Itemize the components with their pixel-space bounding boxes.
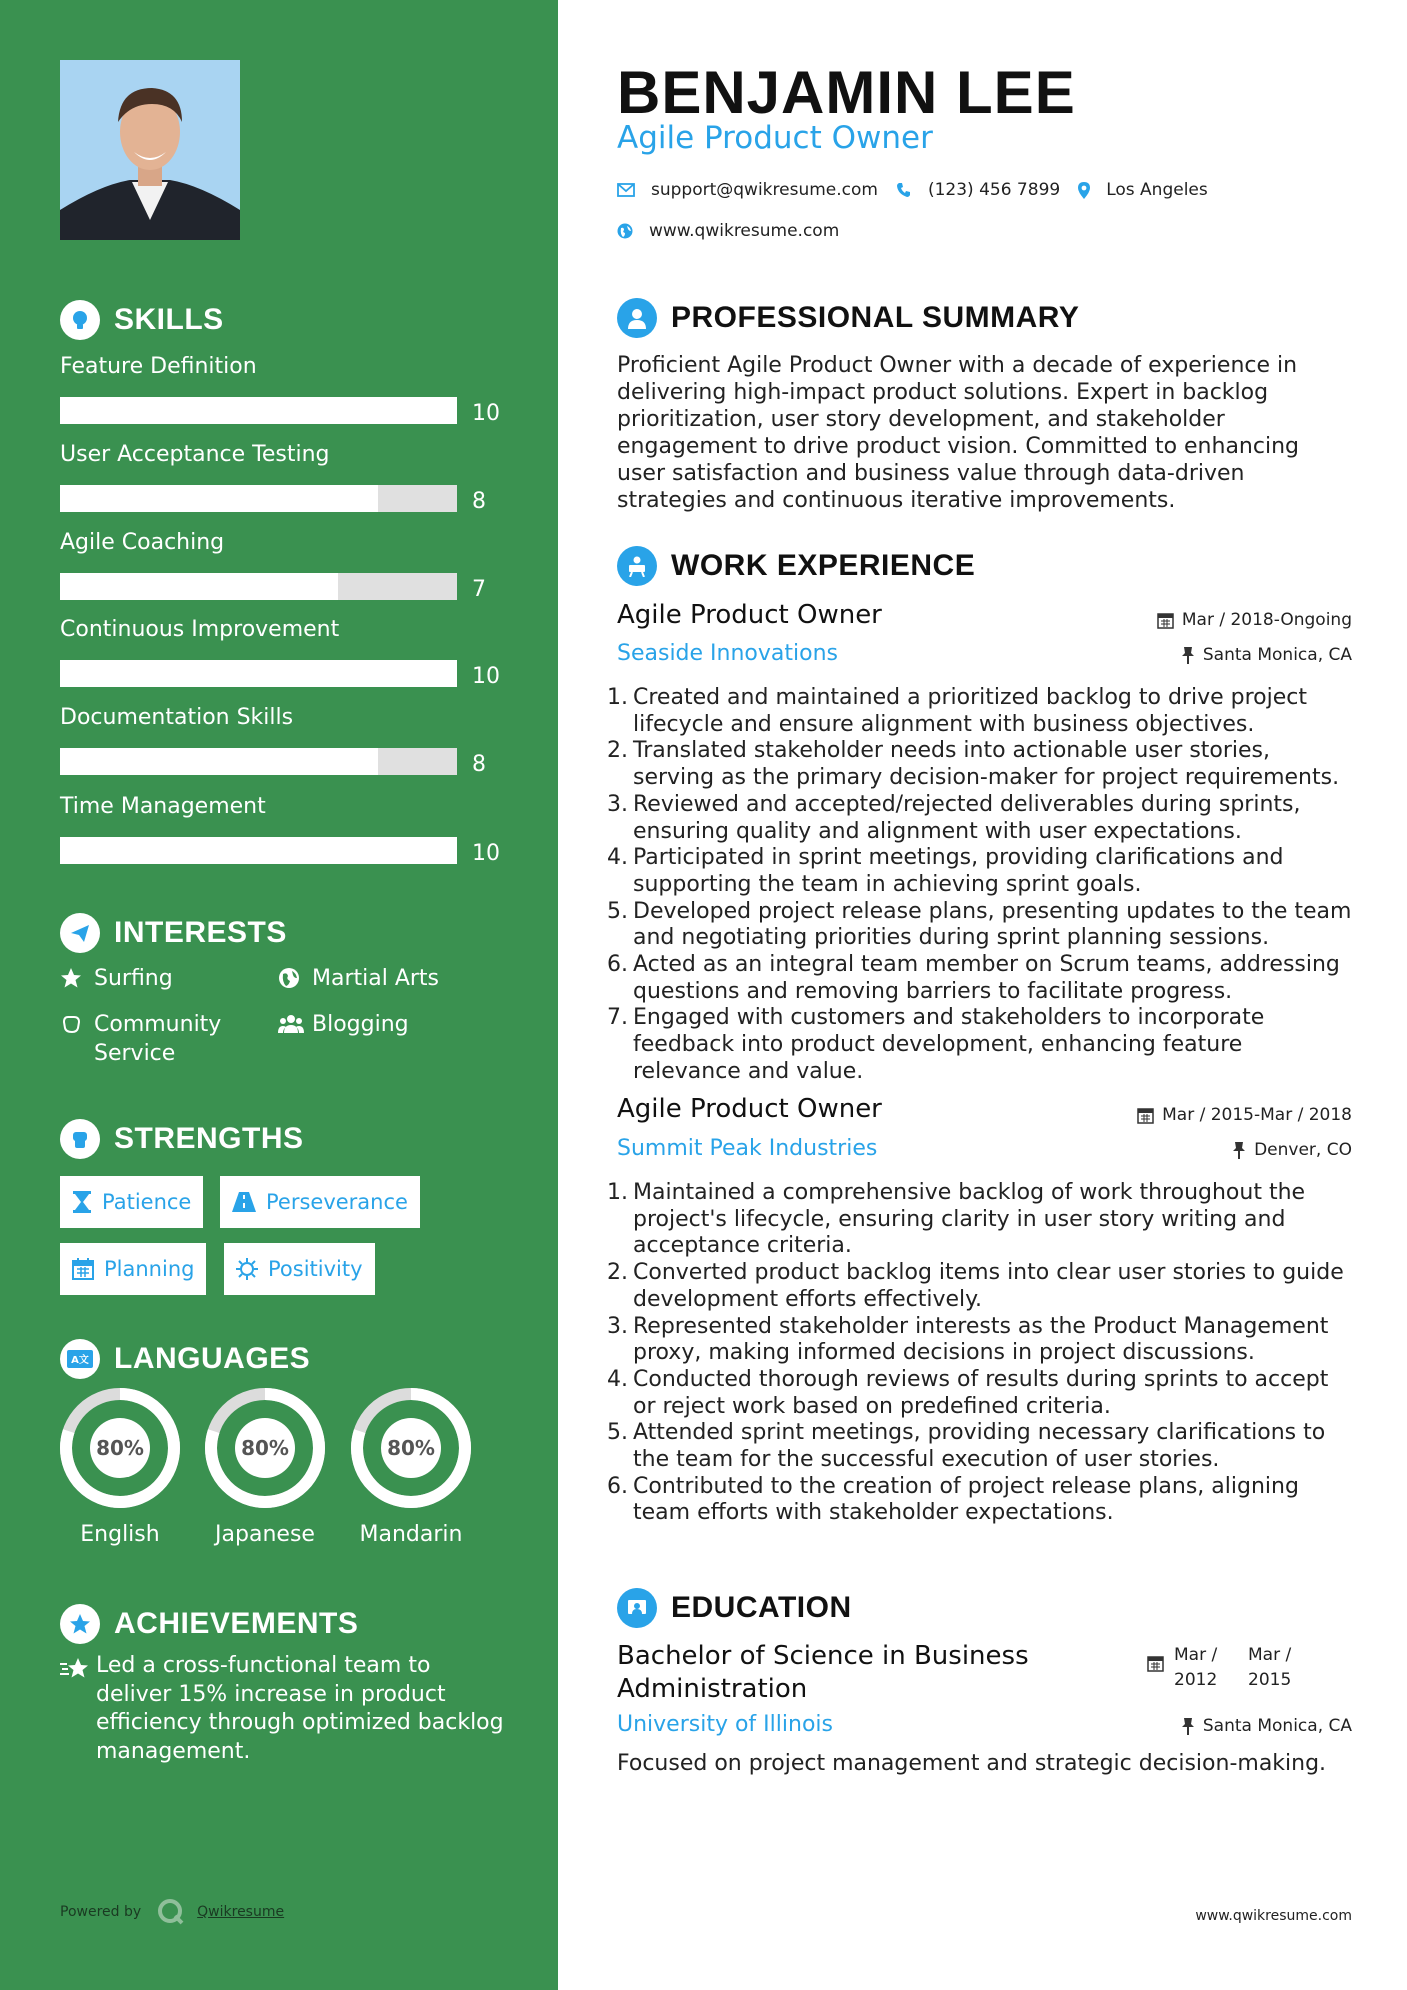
summary-title: PROFESSIONAL SUMMARY bbox=[671, 301, 1080, 334]
skill-name: Time Management bbox=[60, 794, 266, 819]
strength-label: Patience bbox=[102, 1190, 192, 1214]
candidate-title: Agile Product Owner bbox=[617, 120, 933, 156]
badge-star-icon bbox=[60, 1604, 100, 1644]
education-heading bbox=[617, 1588, 852, 1628]
interests-title: INTERESTS bbox=[114, 916, 287, 949]
education-dates bbox=[1147, 1643, 1322, 1693]
list-item: 2. Converted product backlog items into clear user stories to guide development efforts effectively. bbox=[607, 1260, 1344, 1312]
language-item bbox=[349, 1386, 473, 1547]
skills-heading bbox=[60, 300, 224, 340]
language-name: Japanese bbox=[215, 1522, 315, 1547]
list-item: 1. Created and maintained a prioritized backlog to drive project lifecycle and ensure alignment with business objectives. bbox=[607, 685, 1307, 737]
list-item: 3. Represented stakeholder interests as the Product Management proxy, making informed decisions in project discussions. bbox=[607, 1313, 1329, 1366]
job-dates bbox=[1157, 610, 1352, 630]
skill-name: Agile Coaching bbox=[60, 530, 225, 555]
skill-bar bbox=[60, 748, 457, 775]
job-bullets bbox=[607, 685, 1352, 1086]
language-name: Mandarin bbox=[359, 1522, 463, 1547]
contact-email[interactable]: support@qwikresume.com bbox=[651, 180, 878, 200]
strength-label: Planning bbox=[104, 1257, 195, 1281]
job-role: Agile Product Owner bbox=[617, 1094, 882, 1124]
svg-text:A文: A文 bbox=[71, 1355, 89, 1366]
achievements-title: ACHIEVEMENTS bbox=[114, 1607, 359, 1640]
job-dates-text: Mar / 2015-Mar / 2018 bbox=[1162, 1105, 1352, 1125]
list-item: 7. Engaged with customers and stakeholders to incorporate feedback into product development, enhancing feature relevance and value. bbox=[607, 1005, 1265, 1084]
trophy-star-icon bbox=[60, 1652, 96, 1766]
globe-icon bbox=[617, 223, 633, 239]
skill-value: 10 bbox=[472, 664, 500, 689]
skill-name: User Acceptance Testing bbox=[60, 442, 330, 467]
road-icon bbox=[232, 1192, 256, 1212]
education-location bbox=[1181, 1716, 1352, 1736]
strength-tag bbox=[60, 1176, 203, 1228]
star-icon bbox=[60, 964, 86, 997]
presentation-icon bbox=[617, 546, 657, 586]
job-location bbox=[1232, 1140, 1352, 1160]
education-location-text: Santa Monica, CA bbox=[1202, 1716, 1352, 1736]
list-item: 5. Developed project release plans, presenting updates to the team and negotiating priorities during sprint planning sessions. bbox=[607, 898, 1352, 951]
interest-label: Community Service bbox=[94, 1012, 222, 1066]
qwikresume-logo-icon bbox=[157, 1898, 185, 1926]
contact-phone[interactable]: (123) 456 7899 bbox=[927, 180, 1061, 200]
language-percent: 80% bbox=[387, 1436, 435, 1460]
interest-item bbox=[60, 1010, 260, 1068]
paper-plane-icon bbox=[60, 913, 100, 953]
pushpin-icon bbox=[1181, 647, 1195, 664]
pushpin-icon bbox=[1181, 1718, 1195, 1735]
education-description: Focused on project management and strategic decision-making. bbox=[617, 1751, 1327, 1776]
education-end: Mar / 2015 bbox=[1248, 1645, 1292, 1690]
education-start: Mar / 2012 bbox=[1174, 1645, 1218, 1690]
interest-item bbox=[278, 1010, 498, 1043]
list-item: 6. Contributed to the creation of project release plans, aligning team efforts with stakeholder expectations. bbox=[607, 1473, 1299, 1526]
skill-value: 8 bbox=[472, 489, 486, 514]
skill-item bbox=[60, 440, 520, 514]
language-item bbox=[203, 1386, 327, 1547]
footer-url[interactable]: www.qwikresume.com bbox=[1195, 1908, 1352, 1924]
language-ring bbox=[349, 1386, 473, 1510]
skill-bar-fill bbox=[60, 485, 378, 512]
languages-title: LANGUAGES bbox=[114, 1342, 311, 1375]
job-dates bbox=[1137, 1105, 1352, 1125]
language-icon bbox=[60, 1339, 100, 1379]
language-percent: 80% bbox=[241, 1436, 289, 1460]
sun-icon bbox=[236, 1258, 258, 1280]
list-item: 4. Conducted thorough reviews of results during sprints to accept or reject work based on predefined criteria. bbox=[607, 1366, 1329, 1419]
powered-by bbox=[60, 1898, 284, 1926]
strength-tag bbox=[224, 1243, 375, 1295]
skill-value: 7 bbox=[472, 577, 486, 602]
calendar-icon bbox=[72, 1258, 94, 1280]
skill-bar bbox=[60, 397, 457, 424]
lightbulb-icon bbox=[60, 300, 100, 340]
school-name: University of Illinois bbox=[617, 1712, 833, 1737]
job-location-text: Denver, CO bbox=[1254, 1140, 1352, 1160]
job-company: Summit Peak Industries bbox=[617, 1136, 878, 1161]
interest-label: Martial Arts bbox=[312, 966, 440, 991]
strength-label: Perseverance bbox=[266, 1190, 408, 1214]
skill-bar bbox=[60, 837, 457, 864]
contact-location: Los Angeles bbox=[1106, 180, 1208, 200]
skill-item bbox=[60, 615, 520, 689]
list-item: 1. Maintained a comprehensive backlog of work throughout the project's lifecycle, ensuring clarity in user story writing and acceptance criteria. bbox=[607, 1180, 1306, 1259]
job-location bbox=[1181, 645, 1352, 665]
summary-heading bbox=[617, 298, 1079, 338]
achievements-heading bbox=[60, 1604, 358, 1644]
list-item: 4. Participated in sprint meetings, providing clarifications and supporting the team in achieving sprint goals. bbox=[607, 845, 1284, 897]
achievement-item bbox=[60, 1652, 510, 1766]
phone-icon bbox=[896, 182, 912, 198]
envelope-icon bbox=[617, 183, 635, 197]
skill-value: 8 bbox=[472, 752, 486, 777]
language-ring bbox=[203, 1386, 327, 1510]
fist-icon bbox=[60, 1119, 100, 1159]
sidebar bbox=[0, 0, 558, 1990]
list-item: 3. Reviewed and accepted/rejected deliverables during sprints, ensuring quality and alignment with user expectations. bbox=[607, 791, 1301, 844]
skill-bar-fill bbox=[60, 660, 457, 687]
skill-item bbox=[60, 703, 520, 777]
calendar-icon bbox=[1137, 1107, 1154, 1124]
interests-heading bbox=[60, 913, 287, 953]
skill-value: 10 bbox=[472, 841, 500, 866]
job-company: Seaside Innovations bbox=[617, 641, 838, 666]
skill-bar bbox=[60, 573, 457, 600]
powered-by-link[interactable]: Qwikresume bbox=[197, 1904, 285, 1920]
calendar-icon bbox=[1147, 1643, 1164, 1693]
strength-label: Positivity bbox=[268, 1257, 363, 1281]
graduate-icon bbox=[617, 1588, 657, 1628]
strengths-heading bbox=[60, 1119, 304, 1159]
language-item bbox=[58, 1386, 182, 1547]
skill-bar-fill bbox=[60, 837, 457, 864]
skill-bar bbox=[60, 485, 457, 512]
job-bullets bbox=[607, 1180, 1352, 1527]
language-percent: 80% bbox=[96, 1436, 144, 1460]
skill-item bbox=[60, 352, 520, 426]
list-item: 2. Translated stakeholder needs into actionable user stories, serving as the primary decision-maker for project requirements. bbox=[607, 738, 1340, 791]
degree-title: Bachelor of Science in Business Administration bbox=[617, 1641, 1029, 1704]
contact-row bbox=[617, 221, 839, 241]
calendar-icon bbox=[1157, 612, 1174, 629]
strengths-title: STRENGTHS bbox=[114, 1122, 304, 1155]
skill-bar-fill bbox=[60, 573, 338, 600]
skill-item bbox=[60, 528, 520, 602]
strength-tag bbox=[220, 1176, 420, 1228]
language-name: English bbox=[80, 1522, 160, 1547]
interest-label: Blogging bbox=[312, 1012, 409, 1037]
hourglass-icon bbox=[72, 1191, 92, 1213]
strength-tag bbox=[60, 1243, 206, 1295]
contact-website[interactable]: www.qwikresume.com bbox=[649, 221, 840, 241]
pushpin-icon bbox=[1232, 1142, 1246, 1159]
group-icon bbox=[278, 1010, 304, 1043]
candidate-name: BENJAMIN LEE bbox=[617, 59, 1076, 126]
profile-photo bbox=[60, 60, 240, 240]
interest-item bbox=[60, 964, 260, 997]
user-icon bbox=[617, 298, 657, 338]
experience-title: WORK EXPERIENCE bbox=[671, 549, 976, 582]
globe-icon bbox=[278, 964, 304, 997]
experience-heading bbox=[617, 546, 975, 586]
list-item: 5. Attended sprint meetings, providing necessary clarifications to the team for the successful execution of user stories. bbox=[607, 1420, 1326, 1473]
hand-icon bbox=[60, 1010, 86, 1043]
powered-by-label: Powered by bbox=[60, 1904, 142, 1920]
language-ring bbox=[58, 1386, 182, 1510]
summary-text: Proficient Agile Product Owner with a decade of experience in delivering high-impact product solutions. Expert in backlog prioritization, user story development, and stakeholder engagement to drive product vision. Committed to enhancing user satisfaction and business value through data-driven strategies and continuous iterative improvements. bbox=[617, 353, 1299, 513]
job-dates-text: Mar / 2018-Ongoing bbox=[1181, 610, 1352, 630]
list-item: 6. Acted as an integral team member on Scrum teams, addressing questions and removing barriers to facilitate progress. bbox=[607, 952, 1340, 1004]
languages-heading bbox=[60, 1339, 310, 1379]
job-location-text: Santa Monica, CA bbox=[1202, 645, 1352, 665]
skill-item bbox=[60, 792, 520, 866]
map-pin-icon bbox=[1078, 182, 1090, 199]
skills-title: SKILLS bbox=[114, 303, 224, 336]
interest-item bbox=[278, 964, 498, 997]
interest-label: Surfing bbox=[94, 966, 173, 991]
skill-name: Feature Definition bbox=[60, 354, 257, 379]
contact-row bbox=[617, 180, 1208, 200]
skill-value: 10 bbox=[472, 401, 500, 426]
job-role: Agile Product Owner bbox=[617, 600, 882, 630]
achievement-text: Led a cross-functional team to deliver 15% increase in product efficiency through optimized backlog management. bbox=[96, 1653, 504, 1764]
skill-bar-fill bbox=[60, 748, 378, 775]
skill-bar bbox=[60, 660, 457, 687]
skill-bar-fill bbox=[60, 397, 457, 424]
skill-name: Continuous Improvement bbox=[60, 617, 340, 642]
skill-name: Documentation Skills bbox=[60, 705, 294, 730]
education-title: EDUCATION bbox=[671, 1591, 852, 1624]
